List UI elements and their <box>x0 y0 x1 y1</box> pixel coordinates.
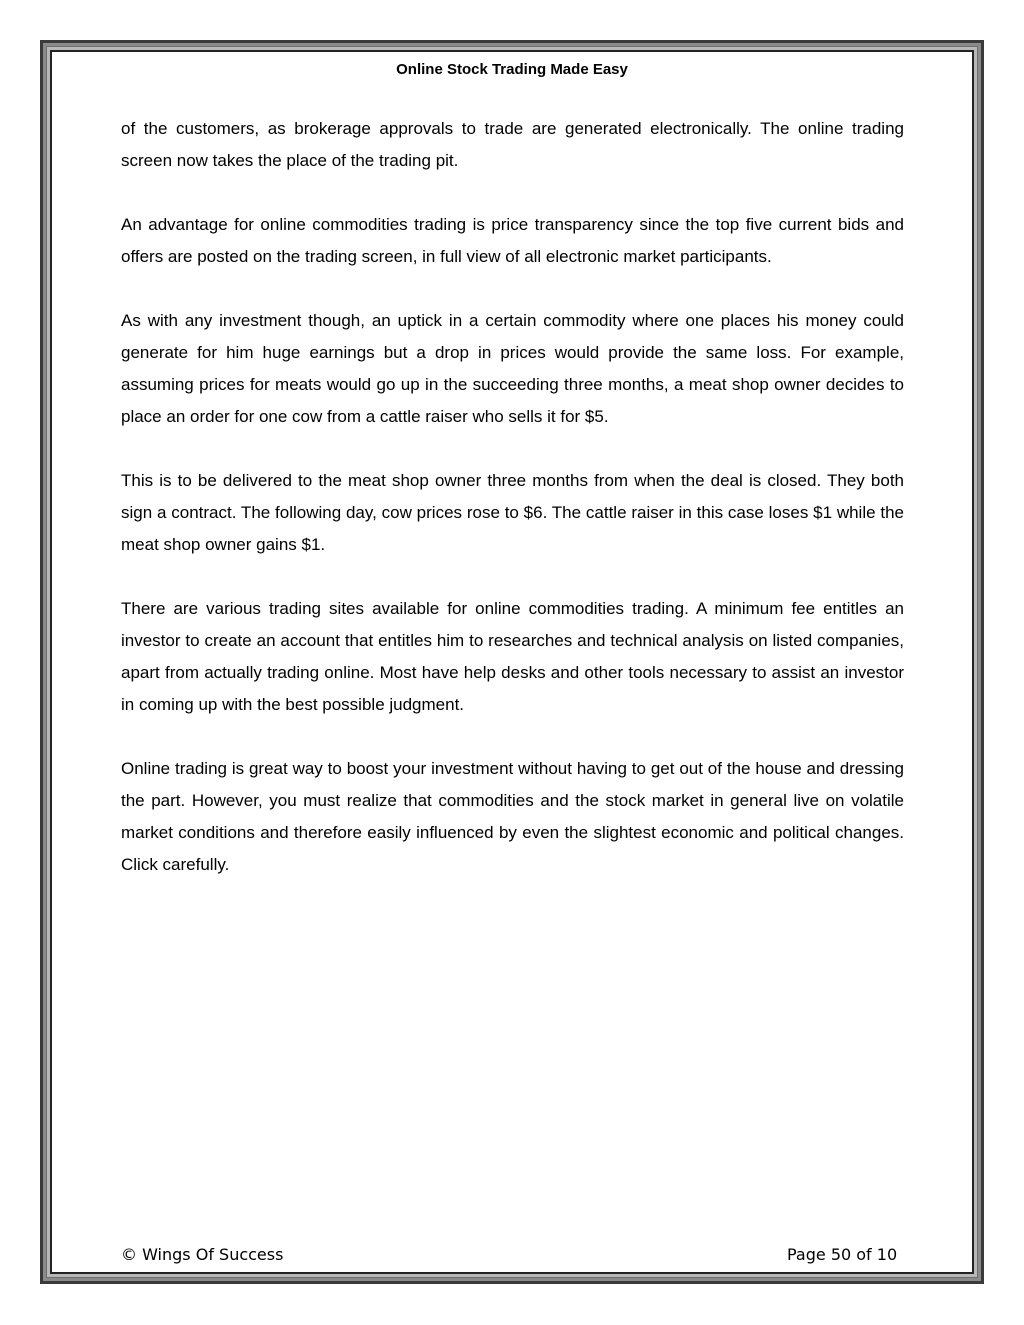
body-paragraph-3: As with any investment though, an uptick in a certain commodity where one places his money could generate for him huge earnings but a drop in prices would provide the same loss. For example, assuming prices for meats would go up in the succeeding three months, a meat shop owner decides to place an order for one cow from a cattle raiser who sells it for $5. <box>121 311 904 426</box>
footer-page-number: Page 50 of 10 <box>787 1245 898 1264</box>
running-header-title: Online Stock Trading Made Easy <box>396 61 628 78</box>
body-paragraph-6: Online trading is great way to boost your investment without having to get out of the house and dressing the part. However, you must realize that commodities and the stock market in general live on volatile market conditions and therefore easily influenced by even the slightest economic and political changes. Click carefully. <box>121 759 904 874</box>
body-paragraph-1: of the customers, as brokerage approvals to trade are generated electronically. The online trading screen now takes the place of the trading pit. <box>121 119 904 170</box>
footer-copyright: © Wings Of Success <box>121 1245 284 1264</box>
document-body <box>121 113 904 913</box>
body-paragraph-5: There are various trading sites available for online commodities trading. A minimum fee entitles an investor to create an account that entitles him to researches and technical analysis on listed companies, apart from actually trading online. Most have help desks and other tools necessary to assist an investor in coming up with the best possible judgment. <box>121 599 904 714</box>
body-paragraph-2: An advantage for online commodities trading is price transparency since the top five current bids and offers are posted on the trading screen, in full view of all electronic market participants. <box>121 215 904 266</box>
body-paragraph-4: This is to be delivered to the meat shop owner three months from when the deal is closed. They both sign a contract. The following day, cow prices rose to $6. The cattle raiser in this case loses $1 while the meat shop owner gains $1. <box>121 471 904 554</box>
